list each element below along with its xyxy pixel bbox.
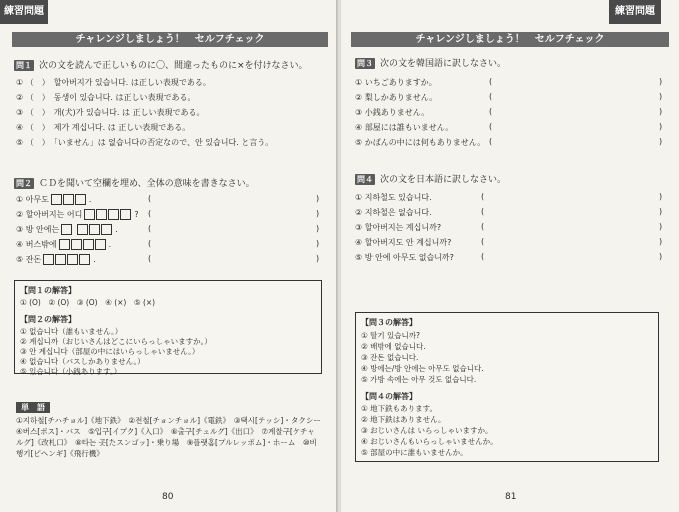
q3-item — [355, 92, 437, 103]
item-text: （ ） 할아버지가 있습니다. は正しい表現である。 — [25, 78, 211, 87]
item-number: ① — [355, 78, 363, 87]
answer-line: ① (O) ② (O) ③ (O) ④ (×) ⑤ (×) — [20, 298, 156, 307]
item-number: ① — [16, 195, 24, 204]
answer-line: ① 地下鉄もあります。 — [361, 404, 438, 413]
answer-paren[interactable]: ( — [148, 194, 152, 203]
item-number: ② — [16, 93, 24, 102]
item-text: 방 안에 아무도 없습니까? — [364, 253, 454, 262]
item-text: 部屋には誰もいません。 — [364, 123, 454, 132]
answer-title: 【問４の解答】 — [361, 392, 417, 401]
vocab-heading: 単 語 — [16, 402, 50, 413]
page-banner: チャレンジしましょう！ セルフチェック — [12, 32, 328, 47]
q4-instruction: 次の文を日本語に訳しなさい。 — [380, 175, 507, 185]
item-text: 梨しかありません。 — [364, 93, 438, 102]
q4-item — [355, 222, 441, 233]
answer-line: ② 地下鉄はありません。 — [361, 415, 446, 424]
item-text: 할아버지도 안 계십니까? — [364, 238, 452, 247]
answer-paren: ) — [659, 122, 663, 131]
answer-title: 【問１の解答】 — [20, 286, 76, 295]
answer-paren[interactable]: ( — [481, 207, 485, 216]
item-text: 버스밖에 — [25, 240, 57, 249]
q4-item — [355, 192, 432, 203]
answer-line: ① 딸기 있습니까? — [361, 331, 420, 340]
answer-paren: ) — [316, 194, 320, 203]
item-number: ④ — [16, 123, 24, 132]
q1-item — [16, 92, 195, 103]
answer-paren: ) — [659, 192, 663, 201]
answer-line: ⑤ 部屋の中に誰もいませんか。 — [361, 448, 468, 457]
item-text: . — [108, 240, 112, 249]
item-number: ② — [355, 208, 363, 217]
answer-line: ② 배밖에 없습니다. — [361, 342, 426, 351]
answer-paren: ) — [316, 209, 320, 218]
answer-paren: ) — [659, 137, 663, 146]
q4-item — [355, 207, 432, 218]
item-number: ③ — [355, 108, 363, 117]
q1-item — [16, 122, 190, 133]
q3-item — [355, 122, 453, 133]
vocab-list: ①지하철[チハチョル]《地下鉄》 ②전철[チョンチョル]《電鉄》 ③택시[テッシ]・タクシー ④버스[ポス]・バス ⑤입구[イプク]《入口》 ⑥출구[チュルグ]《出口》 ⑦계찰구[ケチャルグ]《改札口》 ⑧타는 곳[たスンゴッ]・乗り場 ⑨플랫홈[プルレッポム]・ホーム ⑩비행기[ピヘンギ]《飛行機》 — [16, 416, 329, 458]
q1-item — [16, 137, 273, 148]
answer-title: 【問２の解答】 — [20, 315, 76, 324]
q2-item — [16, 194, 91, 205]
answer-line: ⑤ 가방 속에는 아무 것도 없습니다. — [361, 375, 477, 384]
answer-paren: ) — [316, 254, 320, 263]
item-text: （ ） 개(犬)가 있습니다. は 正しい表現である。 — [25, 108, 205, 117]
answer-paren: ) — [659, 222, 663, 231]
q2-heading — [14, 176, 255, 189]
item-number: ④ — [16, 240, 24, 249]
q3-item — [355, 107, 429, 118]
answer-paren[interactable]: ( — [481, 237, 485, 246]
q4-label: 問４ — [357, 175, 373, 184]
answer-paren[interactable]: ( — [481, 192, 485, 201]
answer-paren[interactable]: ( — [148, 209, 152, 218]
answer-paren: ) — [659, 207, 663, 216]
q4-item — [355, 237, 451, 248]
answer-paren: ) — [659, 237, 663, 246]
answer-line: ③ 잔돈 없습니다. — [361, 353, 419, 362]
q1-item — [16, 107, 205, 118]
answer-line: ① 없습니다（誰もいません。） — [20, 327, 123, 336]
q3-label: 問３ — [357, 59, 373, 68]
item-number: ⑤ — [16, 255, 24, 264]
item-text: （ ） 동생이 있습니다. は正しい表現である。 — [25, 93, 196, 102]
q1-item — [16, 77, 211, 88]
answer-paren[interactable]: ( — [489, 137, 493, 146]
q1-instruction: 次の文を読んで正しいものに〇、間違ったものに×を付けなさい。 — [39, 61, 308, 71]
answer-line: ② 계십니까（おじいさんはどこにいらっしゃいますか。） — [20, 337, 212, 346]
page-number: 81 — [505, 492, 517, 502]
answer-paren: ) — [659, 92, 663, 101]
answer-paren: ) — [659, 77, 663, 86]
answer-line: ③ おじいさんは いらっしゃいますか。 — [361, 426, 493, 435]
q2-item — [16, 209, 139, 220]
answer-paren[interactable]: ( — [481, 252, 485, 261]
q3-instruction: 次の文を韓国語に訳しなさい。 — [380, 59, 507, 69]
item-number: ⑤ — [355, 138, 363, 147]
item-number: ③ — [16, 225, 24, 234]
item-text: （ ） 「いません」は 없습니다の否定なので、안 있습니다. と言う。 — [25, 138, 274, 147]
item-text: 할아버지는 어디 — [25, 210, 83, 219]
item-number: ④ — [355, 123, 363, 132]
left-page — [0, 0, 338, 512]
answer-line: ③ 안 계십니다（部屋の中にはいらっしゃいません。） — [20, 347, 200, 356]
page-banner: チャレンジしましょう！ セルフチェック — [351, 32, 669, 47]
answer-line: ④ 방에는/방 안에는 아무도 없습니다. — [361, 364, 484, 373]
fill-in-blank[interactable] — [59, 239, 107, 250]
section-tab: 練習問題 — [609, 0, 661, 24]
item-text: 잔돈 — [25, 255, 42, 264]
fill-in-blank[interactable] — [51, 194, 87, 205]
answer-paren[interactable]: ( — [148, 239, 152, 248]
item-number: ⑤ — [16, 138, 24, 147]
item-text: かばんの中には何もありません。 — [364, 138, 486, 147]
answer-paren[interactable]: ( — [489, 77, 493, 86]
fill-in-blank[interactable] — [61, 224, 73, 235]
item-text: （ ） 제가 계십니다. は 正しい表現である。 — [25, 123, 191, 132]
fill-in-blank[interactable] — [84, 209, 132, 220]
q2-item — [16, 224, 118, 235]
page-number: 80 — [162, 492, 174, 502]
item-number: ③ — [16, 108, 24, 117]
item-text: . — [88, 195, 92, 204]
answer-paren[interactable]: ( — [148, 254, 152, 263]
answer-line: ④ 없습니다（バスしかありません。） — [20, 357, 145, 366]
item-text: 방 안에는 — [25, 225, 60, 234]
item-text: 아무도 — [25, 195, 49, 204]
fill-in-blank[interactable] — [43, 254, 91, 265]
item-text: 할아버지는 계십니까? — [364, 223, 442, 232]
answer-paren[interactable]: ( — [481, 222, 485, 231]
q3-item — [355, 137, 485, 148]
q4-heading — [355, 172, 506, 185]
answer-paren: ) — [659, 252, 663, 261]
item-number: ② — [355, 93, 363, 102]
q3-item — [355, 77, 437, 88]
q2-item — [16, 254, 96, 265]
item-number: ③ — [355, 223, 363, 232]
right-page — [341, 0, 679, 512]
item-number: ② — [16, 210, 24, 219]
item-number: ④ — [355, 238, 363, 247]
answer-line: ④ おじいさんもいらっしゃいませんか。 — [361, 437, 498, 446]
answer-paren: ) — [316, 239, 320, 248]
answer-line: ⑤ 있습니다（小銭あります。） — [20, 367, 122, 376]
answer-paren: ) — [316, 224, 320, 233]
q3-heading — [355, 56, 506, 69]
section-tab: 練習問題 — [0, 0, 48, 24]
answer-paren[interactable]: ( — [489, 92, 493, 101]
item-text: . — [115, 225, 118, 234]
item-text: ? — [134, 210, 139, 219]
item-number: ① — [16, 78, 24, 87]
item-text: いちごありますか。 — [364, 78, 437, 87]
q2-instruction: ＣＤを聞いて空欄を埋め、全体の意味を書きなさい。 — [39, 179, 255, 189]
item-text: . — [93, 255, 96, 264]
answer-paren[interactable]: ( — [489, 107, 493, 116]
item-number: ⑤ — [355, 253, 363, 262]
fill-in-blank[interactable] — [77, 224, 113, 235]
item-number: ① — [355, 193, 363, 202]
item-text: 小銭ありません。 — [364, 108, 430, 117]
q1-label: 問１ — [16, 61, 32, 70]
q2-label: 問２ — [16, 179, 32, 188]
q2-item — [16, 239, 111, 250]
q4-item — [355, 252, 454, 263]
item-text: 지하철은 없습니다. — [364, 208, 432, 217]
q1-heading — [14, 58, 308, 71]
answer-title: 【問３の解答】 — [361, 318, 417, 327]
answer-paren: ) — [659, 107, 663, 116]
answer-paren[interactable]: ( — [148, 224, 152, 233]
answer-paren[interactable]: ( — [489, 122, 493, 131]
item-text: 지하철도 있습니다. — [364, 193, 432, 202]
